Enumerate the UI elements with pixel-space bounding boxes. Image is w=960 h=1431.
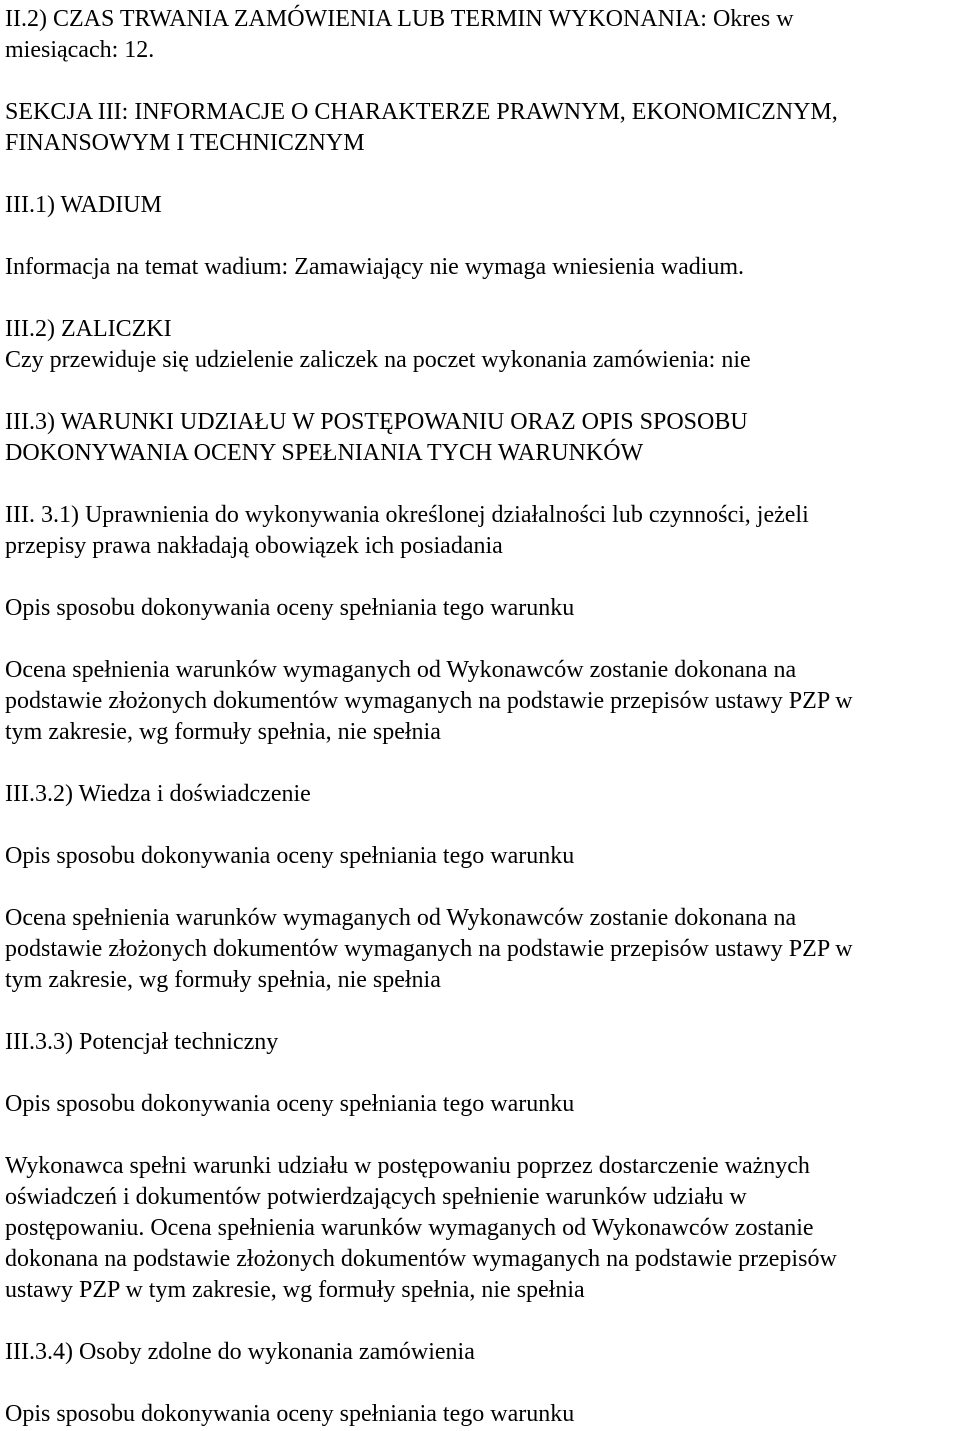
uprawnienia-opis-text	[5, 655, 957, 748]
duration-line-1: II.2) CZAS TRWANIA ZAMÓWIENIA LUB TERMIN WYKONANIA: Okres w	[5, 6, 794, 32]
potencjal-opis-line-3: postępowaniu. Ocena spełnienia warunków wymaganych od Wykonawców zostanie	[5, 1215, 814, 1241]
duration-line-2: miesiącach: 12.	[5, 37, 155, 63]
potencjal-opis-line-1: Wykonawca spełni warunki udziału w postępowaniu poprzez dostarczenie ważnych	[5, 1153, 810, 1179]
section-iii-line-1: SEKCJA III: INFORMACJE O CHARAKTERZE PRAWNYM, EKONOMICZNYM,	[5, 99, 838, 125]
document-page	[5, 4, 957, 1430]
wiedza-opis-line-3: tym zakresie, wg formuły spełnia, nie spełnia	[5, 967, 441, 993]
wiedza-heading: III.3.2) Wiedza i doświadczenie	[5, 781, 311, 807]
uprawnienia-opis-label: Opis sposobu dokonywania oceny spełniania tego warunku	[5, 595, 575, 621]
uprawnienia-opis-line-3: tym zakresie, wg formuły spełnia, nie spełnia	[5, 719, 441, 745]
uprawnienia-opis-line-2: podstawie złożonych dokumentów wymaganych na podstawie przepisów ustawy PZP w	[5, 688, 853, 714]
potencjal-opis-line-5: ustawy PZP w tym zakresie, wg formuły spełnia, nie spełnia	[5, 1277, 585, 1303]
wadium-info: Informacja na temat wadium: Zamawiający nie wymaga wniesienia wadium.	[5, 254, 745, 280]
uprawnienia-heading	[5, 500, 957, 562]
potencjal-opis-label: Opis sposobu dokonywania oceny spełniania tego warunku	[5, 1091, 575, 1117]
wiedza-opis-line-2: podstawie złożonych dokumentów wymaganych na podstawie przepisów ustawy PZP w	[5, 936, 853, 962]
osoby-heading: III.3.4) Osoby zdolne do wykonania zamówienia	[5, 1339, 475, 1365]
potencjal-opis-line-4: dokonana na podstawie złożonych dokumentów wymaganych na podstawie przepisów	[5, 1246, 837, 1272]
warunki-heading	[5, 407, 957, 469]
wadium-heading: III.1) WADIUM	[5, 192, 162, 218]
uprawnienia-line-2: przepisy prawa nakładają obowiązek ich posiadania	[5, 533, 503, 559]
uprawnienia-opis-line-1: Ocena spełnienia warunków wymaganych od Wykonawców zostanie dokonana na	[5, 657, 797, 683]
potencjal-heading: III.3.3) Potencjał techniczny	[5, 1029, 279, 1055]
section-iii-line-2: FINANSOWYM I TECHNICZNYM	[5, 130, 365, 156]
uprawnienia-line-1: III. 3.1) Uprawnienia do wykonywania określonej działalności lub czynności, jeżeli	[5, 502, 809, 528]
warunki-heading-line-2: DOKONYWANIA OCENY SPEŁNIANIA TYCH WARUNKÓW	[5, 440, 644, 466]
wiedza-opis-line-1: Ocena spełnienia warunków wymaganych od Wykonawców zostanie dokonana na	[5, 905, 797, 931]
zaliczki-heading: III.2) ZALICZKI	[5, 316, 172, 342]
potencjal-opis-line-2: oświadczeń i dokumentów potwierdzających spełnienie warunków udziału w	[5, 1184, 747, 1210]
zaliczki-section	[5, 314, 957, 376]
warunki-heading-line-1: III.3) WARUNKI UDZIAŁU W POSTĘPOWANIU ORAZ OPIS SPOSOBU	[5, 409, 748, 435]
osoby-opis-label: Opis sposobu dokonywania oceny spełniania tego warunku	[5, 1401, 575, 1427]
section-iii-heading	[5, 97, 957, 159]
potencjal-opis-text	[5, 1151, 957, 1306]
zaliczki-info: Czy przewiduje się udzielenie zaliczek na poczet wykonania zamówienia: nie	[5, 347, 751, 373]
duration-section	[5, 4, 957, 66]
wiedza-opis-text	[5, 903, 957, 996]
wiedza-opis-label: Opis sposobu dokonywania oceny spełniania tego warunku	[5, 843, 575, 869]
